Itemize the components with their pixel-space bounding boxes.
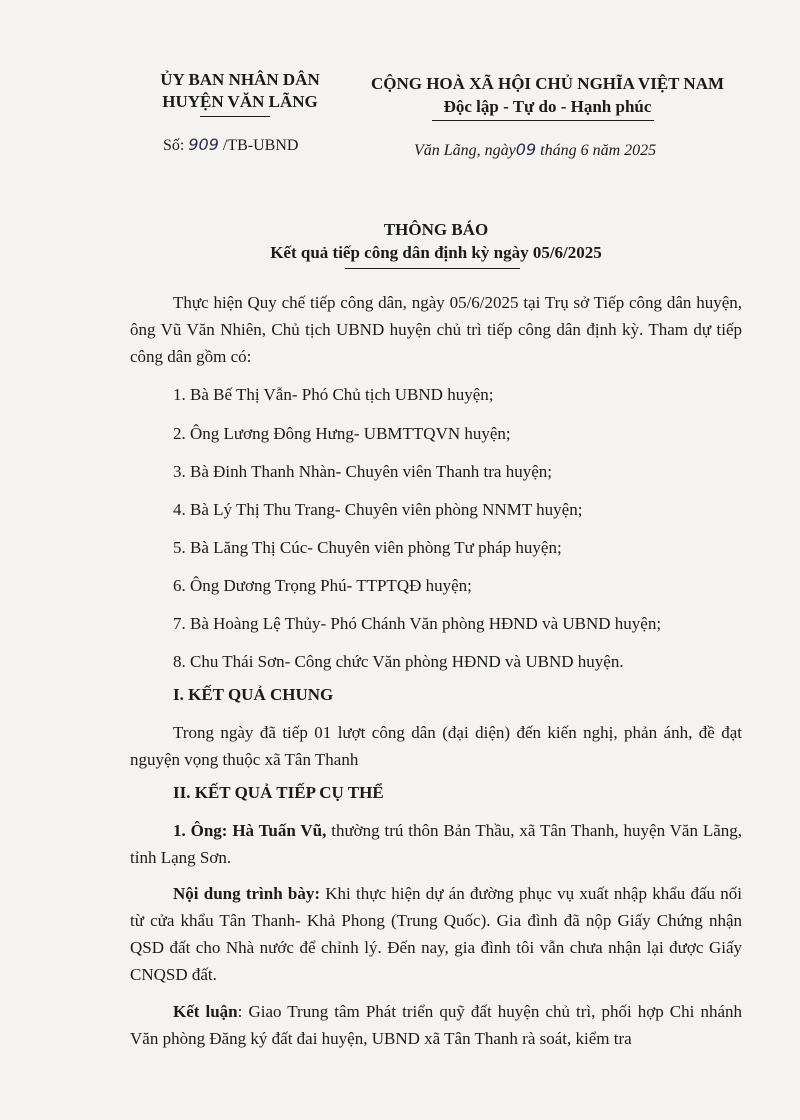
- conclusion-text: : Giao Trung tâm Phát triển quỹ đất huyện chủ trì, phối hợp Chi nhánh Văn phòng Đăng ký đất đai huyện, UBND xã Tân Thanh rà soát, kiểm tra: [130, 1002, 742, 1048]
- citizen-paragraph: [130, 817, 742, 871]
- agency-underline: [200, 116, 270, 117]
- attendee-item: 7. Bà Hoàng Lệ Thủy- Phó Chánh Văn phòng HĐND và UBND huyện;: [173, 614, 662, 633]
- conclusion-label: Kết luận: [173, 1002, 238, 1021]
- section-1-paragraph: Trong ngày đã tiếp 01 lượt công dân (đại diện) đến kiến nghị, phản ánh, đề đạt nguyện vọng thuộc xã Tân Thanh: [130, 723, 742, 769]
- doc-number-handwritten: 909: [188, 135, 219, 154]
- date-prefix: Văn Lãng, ngày: [414, 142, 516, 159]
- citizen-label: 1. Ông: Hà Tuấn Vũ,: [173, 821, 327, 840]
- attendee-item: 8. Chu Thái Sơn- Công chức Văn phòng HĐND và UBND huyện.: [173, 652, 624, 671]
- notice-subtitle: Kết quả tiếp công dân định kỳ ngày 05/6/2025: [270, 243, 602, 262]
- attendee-item: 6. Ông Dương Trọng Phú- TTPTQĐ huyện;: [173, 576, 472, 595]
- notice-title: THÔNG BÁO: [383, 220, 489, 239]
- doc-number-suffix: /TB-UBND: [222, 137, 299, 154]
- attendee-item: 5. Bà Lăng Thị Cúc- Chuyên viên phòng Tư pháp huyện;: [173, 538, 562, 557]
- agency-line-1: ỦY BAN NHÂN DÂN: [160, 70, 320, 89]
- citizen-text: thường trú thôn Bản Thầu, xã Tân Thanh, huyện Văn Lãng, tỉnh Lạng Sơn.: [130, 821, 742, 867]
- content-label: Nội dung trình bày:: [173, 884, 321, 903]
- attendee-item: 1. Bà Bế Thị Vẫn- Phó Chủ tịch UBND huyện;: [173, 385, 494, 404]
- nation-line-2: Độc lập - Tự do - Hạnh phúc: [443, 97, 652, 116]
- content-paragraph: [130, 880, 742, 988]
- agency-line-2: HUYỆN VĂN LÃNG: [162, 92, 318, 111]
- document-number: [163, 135, 298, 155]
- date-day-handwritten: 09: [515, 140, 537, 159]
- intro-paragraph: Thực hiện Quy chế tiếp công dân, ngày 05/6/2025 tại Trụ sở Tiếp công dân huyện, ông Vũ Văn Nhiên, Chủ tịch UBND huyện chủ trì tiếp công dân định kỳ. Tham dự tiếp công dân gồm có:: [130, 293, 742, 366]
- section-2-heading: II. KẾT QUẢ TIẾP CỤ THỂ: [173, 783, 384, 802]
- section-1-heading: I. KẾT QUẢ CHUNG: [173, 685, 334, 704]
- document-date: [414, 140, 656, 160]
- content-text: Khi thực hiện dự án đường phục vụ xuất nhập khẩu đấu nối từ cửa khẩu Tân Thanh- Khả Phong (Trung Quốc). Gia đình đã nộp Giấy Chứng nhận QSD đất cho Nhà nước để chỉnh lý. Đến nay, gia đình tôi vẫn chưa nhận lại được Giấy CNQSD đất.: [130, 884, 742, 984]
- nation-line-1: CỘNG HOÀ XÃ HỘI CHỦ NGHĨA VIỆT NAM: [370, 74, 725, 93]
- doc-number-prefix: Số:: [163, 137, 185, 154]
- attendee-item: 4. Bà Lý Thị Thu Trang- Chuyên viên phòng NNMT huyện;: [173, 500, 583, 519]
- conclusion-paragraph: [130, 998, 742, 1052]
- motto-underline: [432, 120, 654, 121]
- title-underline: [345, 268, 520, 269]
- attendee-item: 2. Ông Lương Đông Hưng- UBMTTQVN huyện;: [173, 424, 511, 443]
- date-suffix: tháng 6 năm 2025: [540, 142, 657, 159]
- attendee-item: 3. Bà Đinh Thanh Nhàn- Chuyên viên Thanh tra huyện;: [173, 462, 552, 481]
